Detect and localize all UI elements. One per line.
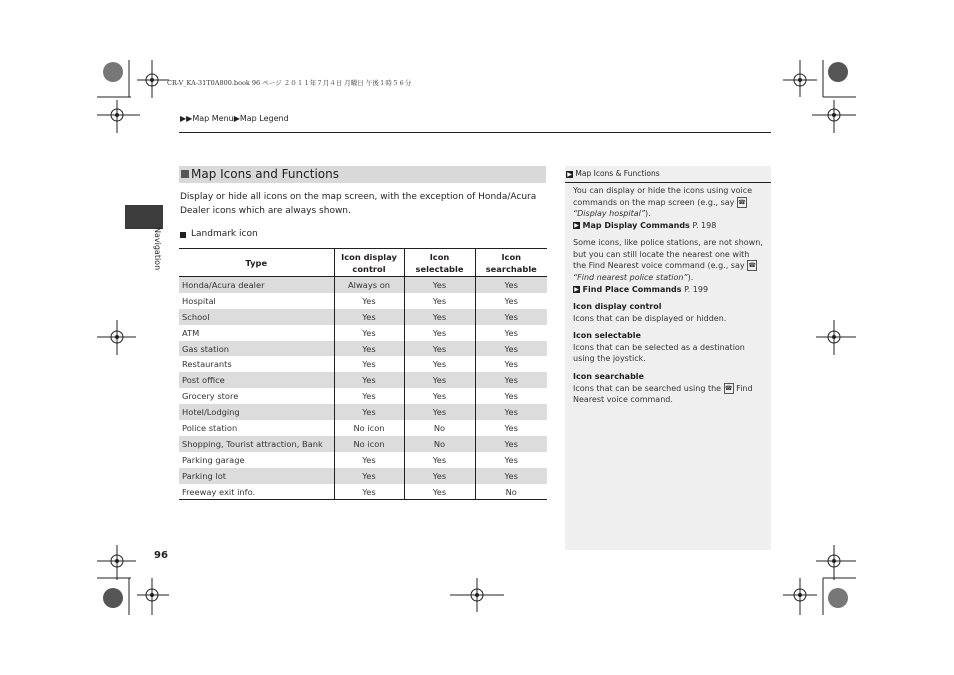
value-cell: Yes [334,325,404,341]
talk-button-icon: ☎ [738,198,746,206]
table-row [179,484,547,500]
type-cell: Hospital [182,295,216,306]
talk-button-icon: ☎ [724,384,733,392]
type-cell: Honda/Acura dealer [179,277,334,293]
value-cell: Yes [475,436,547,452]
table-header-row [179,249,547,277]
type-cell: ATM [182,327,200,338]
value-cell: Yes [404,309,475,325]
value-cell: Yes [334,293,404,309]
value-cell: Yes [475,372,547,388]
value-cell: Yes [334,356,404,372]
header-rule [179,132,771,133]
value-cell: Yes [475,404,547,420]
type-cell: Freeway exit info. [179,484,334,500]
value-cell: Yes [404,356,475,372]
type-cell: School [179,309,334,325]
column-header: Type [179,249,334,277]
value-cell: No icon [334,420,404,436]
sidebar-term-searchable: Icon searchable Icons that can be searched using the ☎ Find Nearest voice command. [573,372,753,405]
table-row [179,468,547,484]
type-cell: Police station [182,422,238,433]
table-row [179,341,547,357]
breadcrumb-item-map-legend[interactable]: Map Legend [239,114,289,123]
section-intro: Display or hide all icons on the map screen, with the exception of Honda/Acura Dealer icons which are always shown. [180,192,537,216]
value-cell: Yes [475,468,547,484]
column-header: Icon display control [334,249,404,277]
talk-button-icon: ☎ [748,262,756,270]
value-cell: Yes [334,372,404,388]
side-tab [125,205,163,229]
table-row [179,388,547,404]
value-cell: No [404,420,475,436]
value-cell: Yes [475,341,547,357]
sidebar-heading: ▶ Map Icons & Functions [567,169,660,178]
type-cell: Gas station [179,341,334,357]
type-cell: Parking lot [179,468,334,484]
table-row [179,325,547,341]
value-cell: Yes [404,293,475,309]
table-row [179,356,547,372]
value-cell: Yes [475,309,547,325]
breadcrumb-arrows: ▶▶ [180,114,193,123]
column-header: Icon searchable [475,249,547,277]
sidebar-paragraph-1: You can display or hide the icons using voice commands on the map screen (e.g., say ☎ “Display hospital”). ▶ Map Display Commands P. 198 [573,186,753,231]
ref-link-map-display-commands[interactable]: Map Display Commands [582,221,690,231]
sidebar-term-selectable: Icon selectable Icons that can be selected as a destination using the joystick. [573,331,745,364]
landmark-table [179,248,547,500]
table-row [179,404,547,420]
table-row [179,293,547,309]
value-cell: No [404,436,475,452]
column-header: Icon selectable [404,249,475,277]
page-number: 96 [154,550,168,561]
type-cell: Grocery store [182,391,239,402]
type-cell: Post office [179,372,334,388]
sidebar-paragraph-2: Some icons, like police stations, are not shown, but you can still locate the nearest one with the Find Nearest voice command (e.g., say ☎ “Find nearest police station”). ▶ Find Place Commands P. 199 [573,238,763,294]
table-row [179,277,547,293]
value-cell: Yes [404,341,475,357]
value-cell: Yes [404,388,475,404]
note-arrow-icon: ▶ [567,170,572,178]
value-cell: Yes [334,452,404,468]
value-cell: Always on [334,277,404,293]
ref-arrow-icon: ▶ [574,222,579,230]
subheading-bullet-icon [180,232,186,238]
value-cell: Yes [404,484,475,500]
value-cell: Yes [334,388,404,404]
breadcrumb-separator: ▶ [233,114,240,123]
table-row [179,309,547,325]
sidebar-rule [565,182,771,183]
table-row [179,452,547,468]
value-cell: Yes [404,325,475,341]
value-cell: No icon [334,436,404,452]
value-cell: Yes [404,452,475,468]
value-cell: Yes [334,309,404,325]
breadcrumb [180,114,289,123]
subheading-landmark-icon: Landmark icon [191,229,258,239]
type-cell: Hotel/Lodging [179,404,334,420]
sidebar-term-display-control: Icon display control Icons that can be displayed or hidden. [573,302,727,323]
type-cell: Shopping, Tourist attraction, Bank [179,436,334,452]
table-row [179,420,547,436]
value-cell: Yes [334,404,404,420]
value-cell: Yes [334,341,404,357]
value-cell: Yes [475,388,547,404]
value-cell: No [475,484,547,500]
ref-arrow-icon: ▶ [574,285,579,293]
value-cell: Yes [404,277,475,293]
value-cell: Yes [475,325,547,341]
value-cell: Yes [475,277,547,293]
section-square-icon [181,170,189,178]
side-tab-label: Navigation [153,227,162,271]
print-header: CR-V_KA-31T0A800.book 96 ページ ２０１１年７月４日 月曜日 午後１時５６分 [167,79,412,87]
value-cell: Yes [404,468,475,484]
type-cell: Restaurants [182,359,232,370]
type-cell: Parking garage [182,454,245,465]
table-row [179,372,547,388]
value-cell: Yes [404,404,475,420]
value-cell: Yes [404,372,475,388]
value-cell: Yes [475,293,547,309]
ref-link-find-place-commands[interactable]: Find Place Commands [582,284,682,294]
breadcrumb-item-map-menu[interactable]: Map Menu [192,114,234,123]
table-row [179,436,547,452]
value-cell: Yes [475,356,547,372]
value-cell: Yes [334,484,404,500]
section-title: Map Icons and Functions [191,167,339,181]
value-cell: Yes [334,468,404,484]
value-cell: Yes [475,452,547,468]
value-cell: Yes [475,420,547,436]
